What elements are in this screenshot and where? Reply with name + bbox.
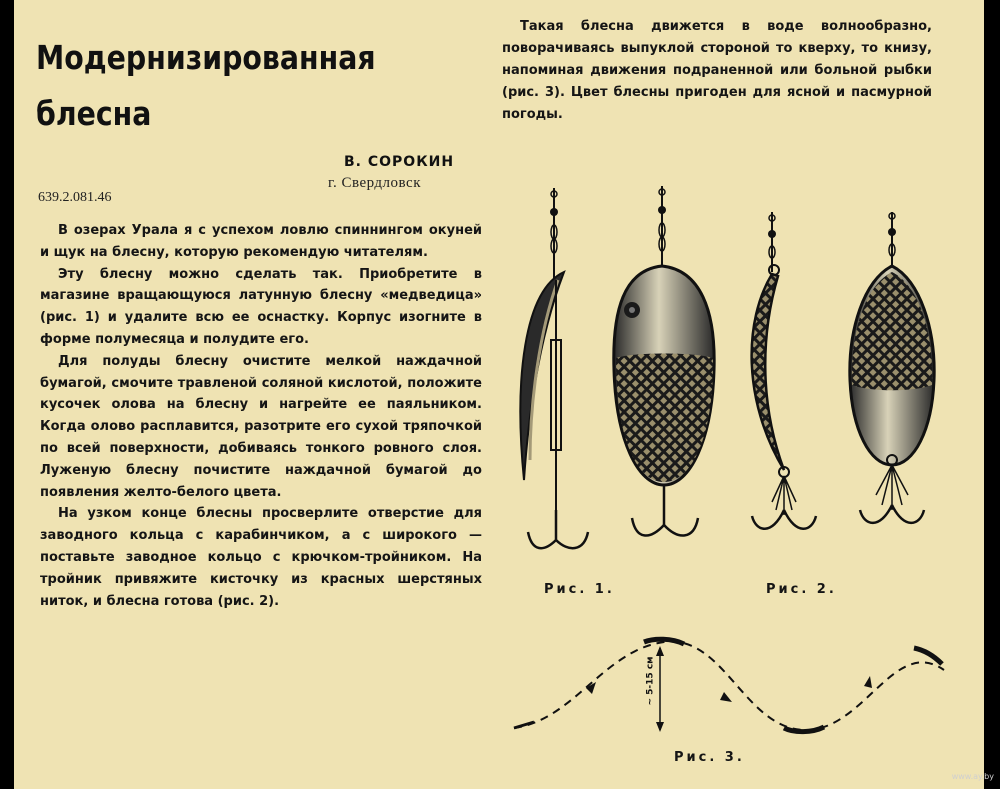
- fig1-front-lure: [614, 186, 714, 535]
- udc-code: 639.2.081.46: [38, 190, 112, 205]
- fig2-side-lure: [752, 212, 816, 529]
- fig3-wave-path: [514, 639, 944, 732]
- article-title: [36, 30, 376, 142]
- fig3-caption: Рис. 3.: [674, 750, 745, 765]
- watermark: www.ay.by: [951, 772, 994, 781]
- fig2-caption: Рис. 2.: [766, 582, 837, 597]
- right-column: [502, 16, 932, 126]
- fig3-dimension-label: ~ 5-15 см: [645, 656, 656, 706]
- paragraph: Эту блесну можно сделать так. Приобретите в магазине вращающуюся латунную блесну «медведица» (рис. 1) и удалите всю ее оснастку. Корпус изогните в форме полумесяца и полудите его.: [40, 266, 482, 347]
- fig2-front-lure: [850, 212, 934, 523]
- title-line-2: блесна: [36, 94, 152, 133]
- paragraph: Для полуды блесну очистите мелкой наждачной бумагой, смочите травленой соляной кислотой, положите кусочек олова на блесну и нагрейте ее паяльником. Когда олово расплавится, разотрите его сухой тряпочкой по всей поверхности, добиваясь тонкого ровного слоя. Луженую блесну почистите наждачной бумагой до появления желто-белого цвета.: [40, 353, 482, 500]
- author-city: г. Свердловск: [328, 175, 421, 191]
- paragraph: Такая блесна движется в воде волнообразно, поворачиваясь выпуклой стороной то кверху, то книзу, напоминая движения подраненной или больной рыбки (рис. 3). Цвет блесны пригоден для ясной и пасмурной погоды.: [502, 19, 932, 122]
- magazine-page: [14, 0, 984, 789]
- author-name: В. СОРОКИН: [344, 154, 455, 170]
- left-column: [40, 220, 482, 612]
- paragraph: На узком конце блесны просверлите отверстие для заводного кольца с карабинчиком, а с широкого — поставьте заводное кольцо с крючком-тройником. На тройник привяжите кисточку из красных шерстяных ниток, и блесна готова (рис. 2).: [40, 506, 482, 609]
- title-line-1: Модернизированная: [36, 38, 376, 77]
- fig1-side-lure: [520, 188, 588, 548]
- fig1-caption: Рис. 1.: [544, 582, 615, 597]
- paragraph: В озерах Урала я с успехом ловлю спиннингом окуней и щук на блесну, которую рекомендую читателям.: [40, 223, 482, 260]
- lure-illustrations: [494, 180, 964, 780]
